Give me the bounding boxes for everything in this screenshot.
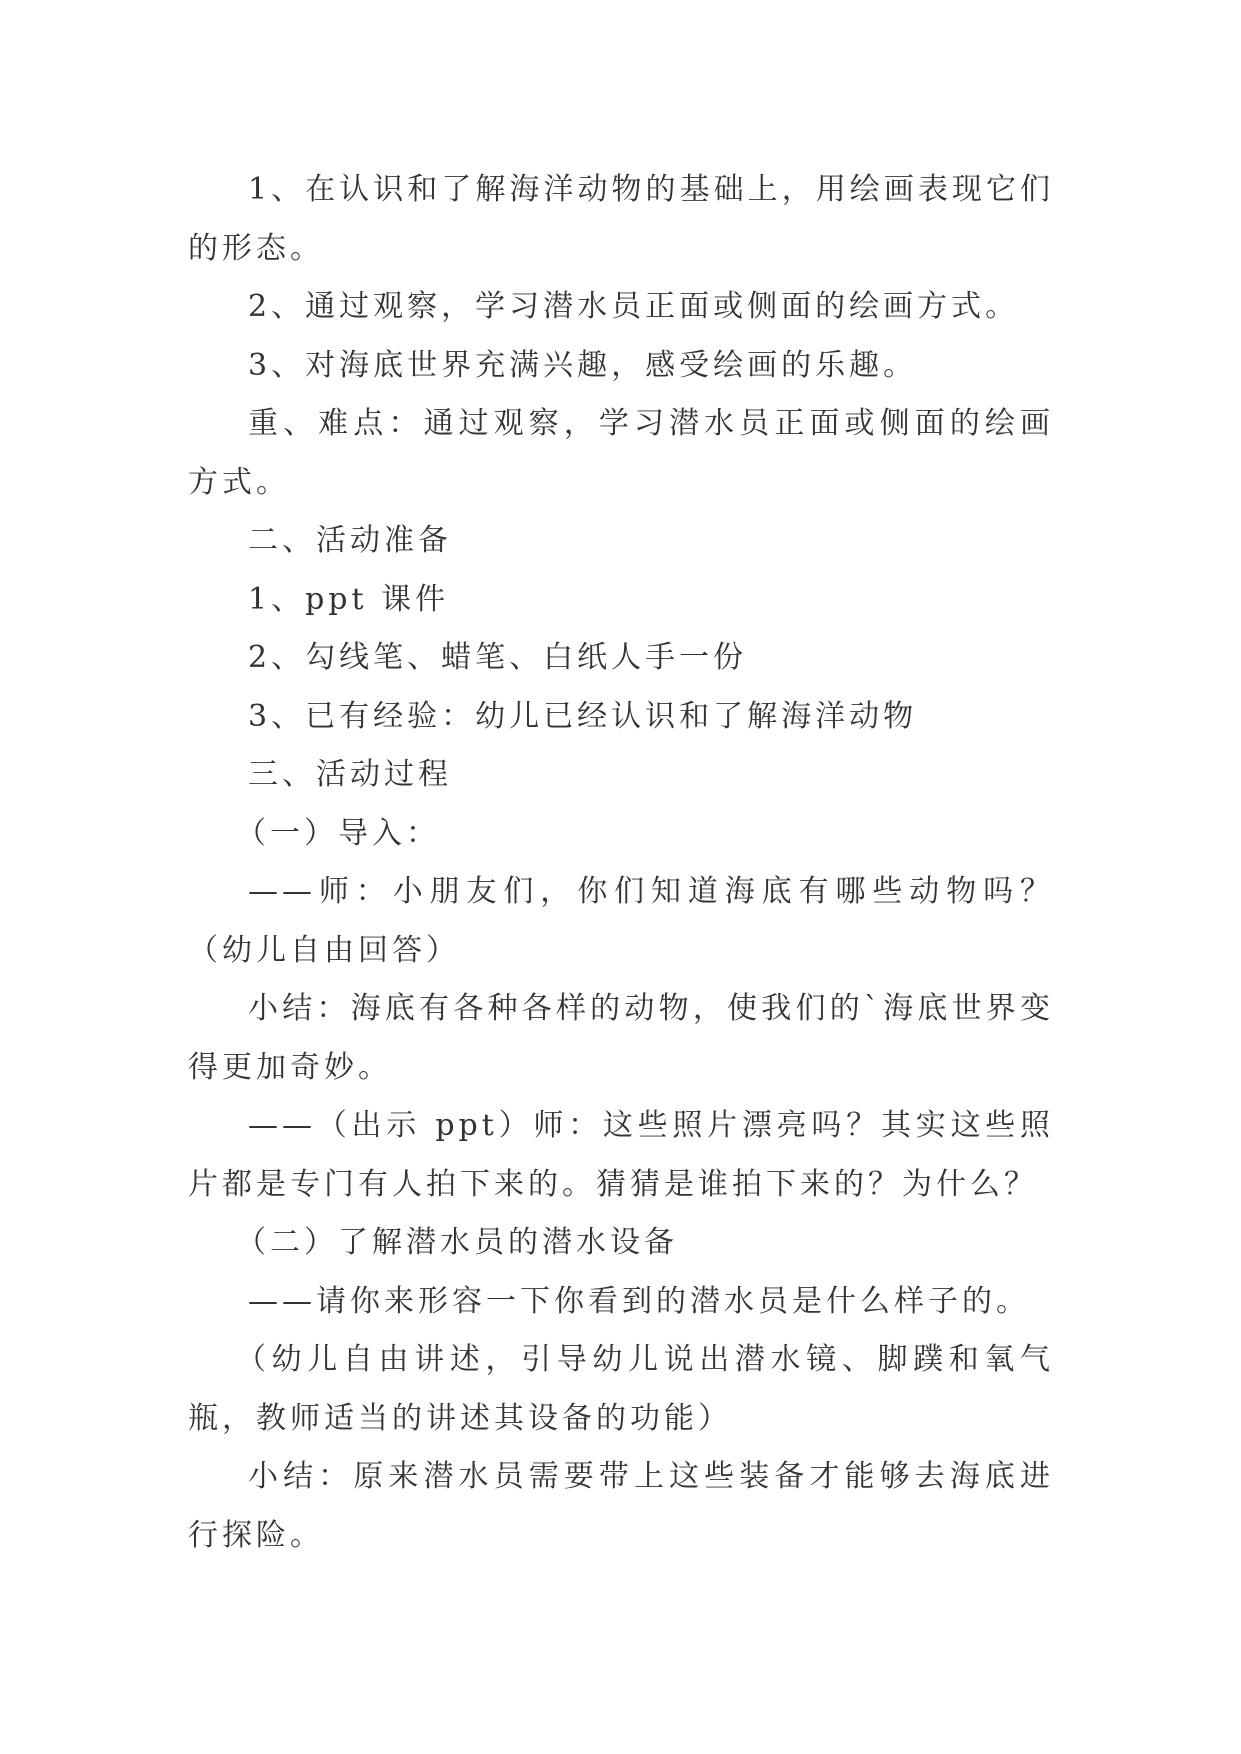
prep-item-1: 1、ppt 课件	[248, 581, 450, 617]
document-body	[188, 161, 1054, 1565]
process-ppt-question: ——（出示 ppt）师：这些照片漂亮吗？其实这些照片都是专门有人拍下来的。猜猜是谁拍下来的？为什么？	[188, 1108, 1054, 1202]
process-teacher-question: ——师：小朋友们，你们知道海底有哪些动物吗？（幼儿自由回答）	[188, 874, 1054, 968]
subsection-heading-intro: （一）导入：	[236, 815, 440, 851]
goal-2-paragraph: 2、通过观察，学习潜水员正面或侧面的绘画方式。	[248, 289, 1020, 324]
process-summary-2: 小结：原来潜水员需要带上这些装备才能够去海底进行探险。	[188, 1459, 1054, 1553]
prep-item-2: 2、勾线笔、蜡笔、白纸人手一份	[248, 640, 748, 675]
process-describe-diver: ——请你来形容一下你看到的潜水员是什么样子的。	[248, 1283, 1030, 1319]
key-difficulty-paragraph: 重、难点：通过观察，学习潜水员正面或侧面的绘画方式。	[188, 406, 1054, 500]
subsection-heading-diver-equipment: （二）了解潜水员的潜水设备	[236, 1225, 678, 1260]
section-heading-preparation: 二、活动准备	[248, 523, 452, 558]
section-heading-process: 三、活动过程	[248, 757, 452, 792]
process-free-discussion: （幼儿自由讲述，引导幼儿说出潜水镜、脚蹼和氧气瓶，教师适当的讲述其设备的功能）	[188, 1342, 1054, 1436]
process-summary-1: 小结：海底有各种各样的动物，使我们的`海底世界变得更加奇妙。	[188, 991, 1054, 1085]
prep-item-3: 3、已有经验：幼儿已经认识和了解海洋动物	[248, 698, 918, 734]
goal-1-paragraph: 1、在认识和了解海洋动物的基础上，用绘画表现它们的形态。	[188, 172, 1054, 266]
goal-3-paragraph: 3、对海底世界充满兴趣，感受绘画的乐趣。	[248, 347, 918, 383]
